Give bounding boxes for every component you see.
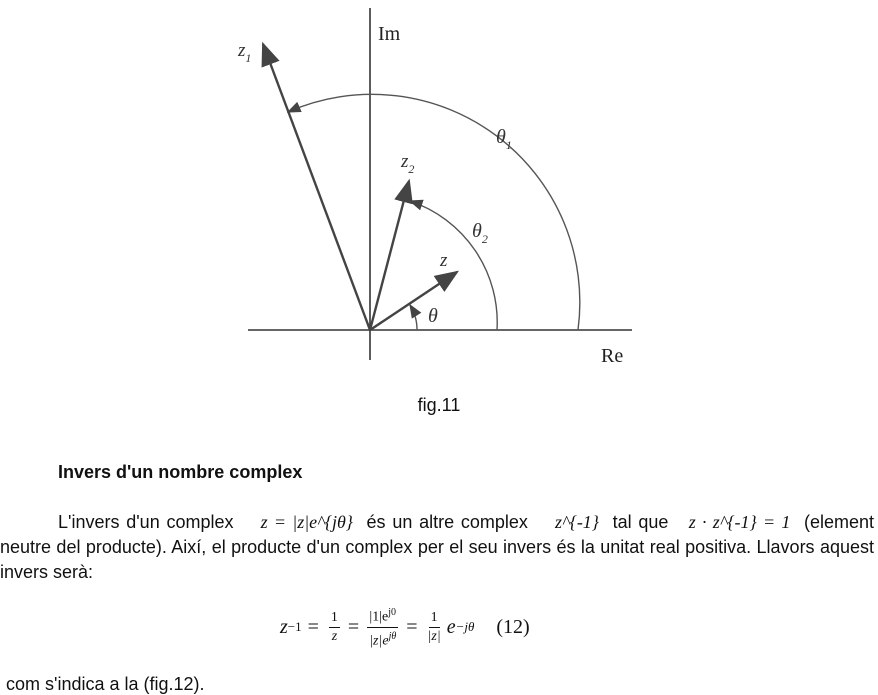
figure-caption: fig.11 — [417, 395, 461, 415]
theta-arc — [410, 305, 417, 330]
eq-sign-2: = — [347, 615, 360, 638]
frac3-den: |z| — [427, 628, 441, 644]
section-heading: Invers d'un nombre complex — [58, 462, 303, 482]
imag-axis-label: Im — [378, 23, 401, 45]
para-math-3: z · z^{-1} = 1 — [688, 512, 791, 532]
frac1-den: z — [331, 628, 338, 644]
eq-rhs: e — [446, 615, 456, 638]
equation-12 — [280, 604, 530, 650]
eq-rhs-exp: −jθ — [455, 619, 475, 635]
eq-sign-1: = — [307, 615, 319, 638]
eq-frac-2 — [367, 604, 398, 650]
para-math-2: z^{-1} — [555, 512, 600, 532]
body-paragraph — [0, 510, 874, 585]
para-text-1: L'invers d'un complex — [58, 512, 234, 532]
eq-lhs: z — [280, 615, 288, 638]
vector-z1 — [263, 44, 370, 330]
theta2-label: $\theta_2$ — [472, 220, 488, 246]
theta-label: θ — [428, 305, 438, 327]
para-text-3: tal que — [612, 512, 669, 532]
eq-sign-3: = — [406, 615, 418, 638]
closing-text: com s'indica a la (fig.12). — [6, 674, 205, 694]
para-math-1: z = |z|e^{jθ} — [260, 512, 353, 532]
z2-label: $z_2$ — [401, 151, 415, 176]
eq-frac-3 — [426, 609, 443, 646]
theta2-arc — [410, 201, 497, 330]
eq-lhs-exp: −1 — [287, 619, 302, 635]
equation-number: (12) — [496, 615, 530, 638]
eq-frac-1 — [329, 609, 340, 646]
z-label: z — [440, 250, 448, 271]
para-text-2: és un altre complex — [366, 512, 528, 532]
frac2-den: $|z|e^{j\theta}$ — [369, 630, 397, 649]
theta1-label: $\theta_1$ — [496, 126, 512, 152]
z1-label: $z_1$ — [238, 40, 252, 65]
frac2-num: $|1|e^{j0}$ — [367, 604, 398, 628]
frac1-num: 1 — [329, 609, 340, 628]
para-text-4: (element neutre del producte). Així, el producte d'un complex per el seu invers és la unitat real positiva. Llavors aquest invers serà: — [0, 512, 874, 582]
frac3-num: 1 — [429, 609, 440, 628]
real-axis-label: Re — [601, 345, 624, 367]
